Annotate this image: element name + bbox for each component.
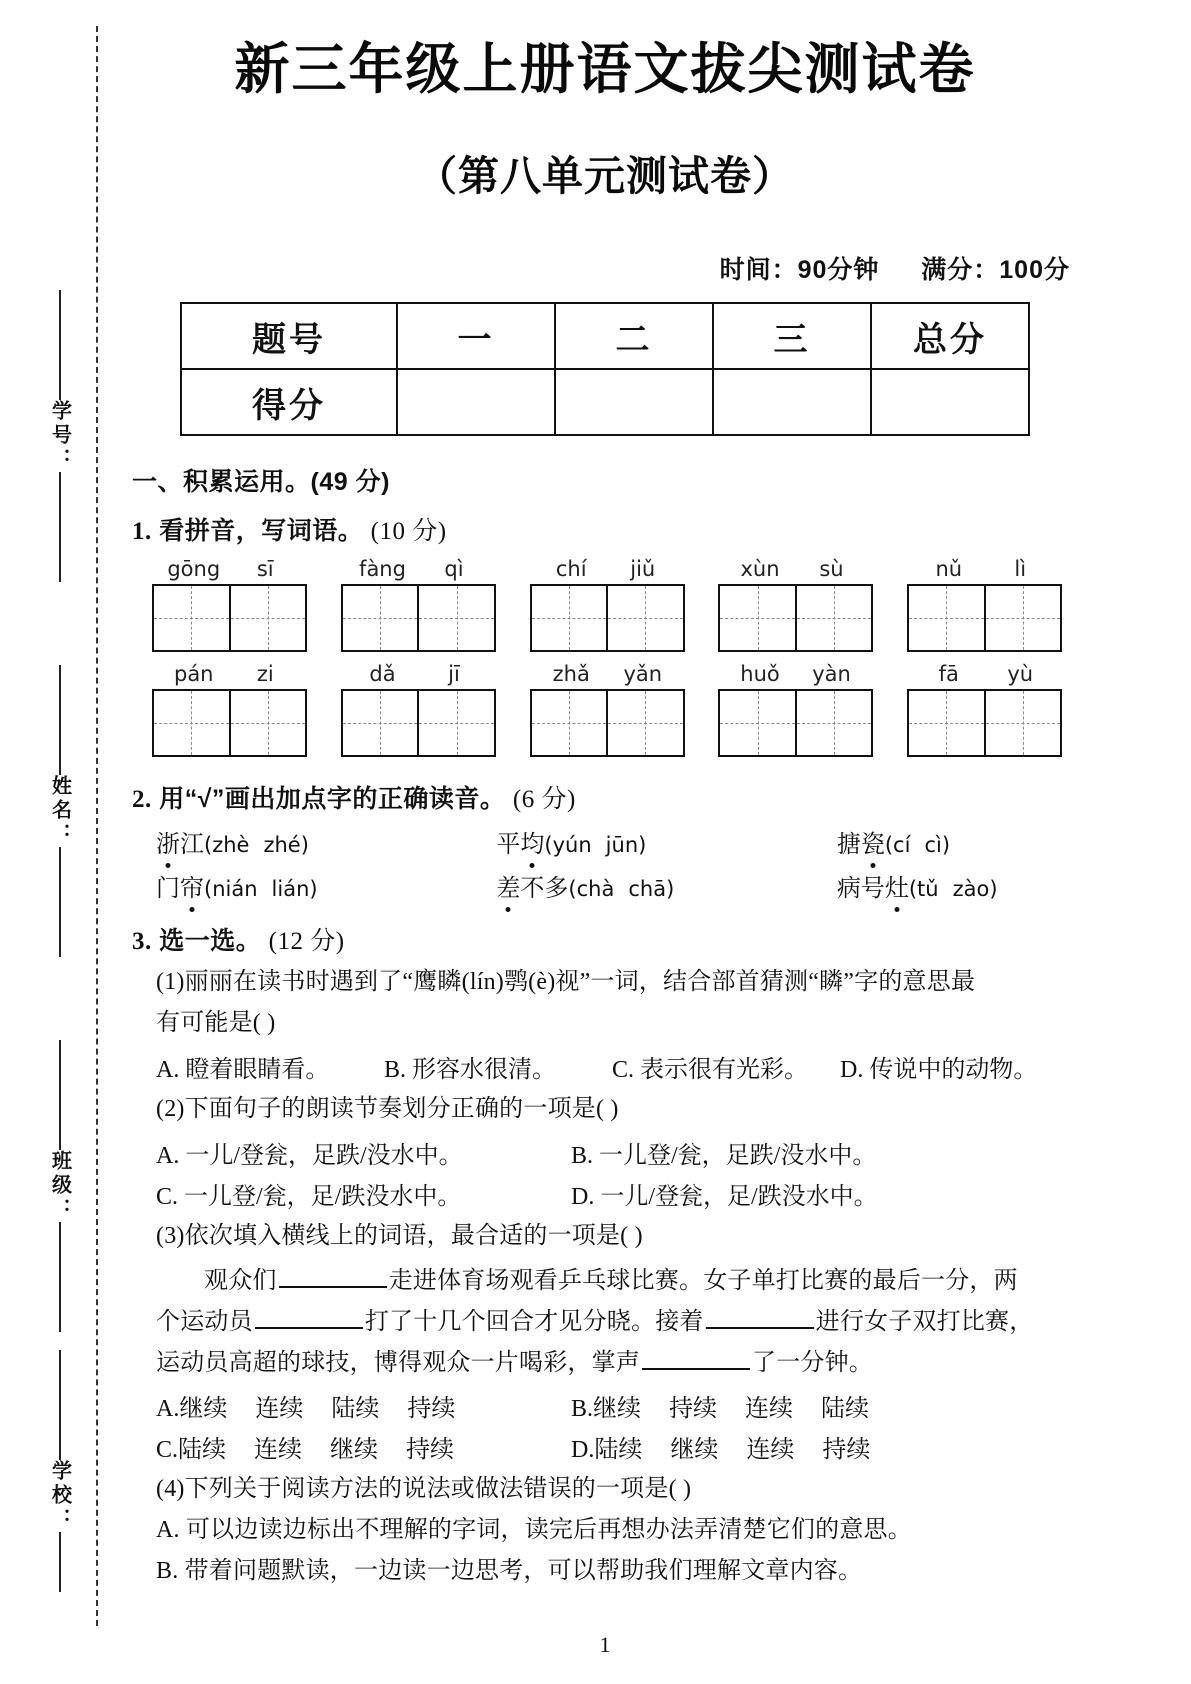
pinyin-option[interactable]: nián (212, 877, 258, 902)
question-3-2-options-row-1 (130, 1135, 1080, 1170)
pinyin-option[interactable]: zào (952, 877, 990, 902)
pinyin-option[interactable]: tǔ (917, 877, 939, 902)
tianzige-box[interactable] (718, 584, 873, 652)
sidebar-field-xuehao (30, 290, 90, 582)
tianzige-box[interactable] (152, 689, 307, 757)
pinyin-syllable: gōng (167, 557, 221, 582)
question-3-3-stem[interactable]: (3)依次填入横线上的词语，最合适的一项是( ) (156, 1222, 643, 1249)
question-1-number: 1. (132, 518, 152, 546)
question-3-4-stem[interactable]: (4)下列关于阅读方法的说法或做法错误的一项是( ) (156, 1476, 692, 1503)
tianzige-box[interactable] (718, 689, 873, 757)
score-input-cell[interactable] (555, 369, 713, 435)
option-word: 连续 (254, 1437, 303, 1464)
field-line-bottom (59, 472, 61, 582)
option-b[interactable]: B. 一儿登/瓮，足跌/没水中。 (571, 1142, 877, 1169)
passage-text: 个运动员 (156, 1308, 253, 1335)
dotted-char: 灶 (885, 868, 909, 903)
page-title: 新三年级上册语文拔尖测试卷 (234, 38, 976, 100)
dotted-char: 均 (520, 824, 544, 859)
option-letter: D. (571, 1437, 595, 1464)
pinyin-label (341, 557, 496, 581)
option-b[interactable] (571, 1388, 897, 1423)
tianzige-box[interactable] (907, 689, 1062, 757)
option-word: 继续 (330, 1437, 379, 1464)
option-word: 陆续 (821, 1396, 870, 1423)
pinyin-syllable: chí (555, 557, 587, 582)
option-word: 持续 (407, 1396, 456, 1423)
pinyin-option[interactable]: chā (628, 877, 667, 902)
option-word: 继续 (179, 1396, 228, 1423)
pinyin-syllable: huǒ (740, 662, 780, 687)
sidebar-field-xuexiao (30, 1350, 90, 1592)
passage-text: 运动员高超的球技，博得观众一片喝彩，掌声 (156, 1349, 640, 1376)
pinyin-label (907, 557, 1062, 581)
pinyin-syllable: nǔ (935, 557, 963, 582)
pinyin-syllable: jiǔ (630, 557, 656, 582)
exam-page (130, 0, 1080, 1684)
pinyin-options[interactable]: (zhè zhé) (204, 833, 309, 858)
question-3-title: 选一选。 (159, 927, 262, 956)
field-line-bottom (59, 1532, 61, 1592)
fill-blank[interactable] (279, 1286, 387, 1288)
pinyin-label (718, 557, 873, 581)
pinyin-word-cell (341, 662, 496, 757)
word-suffix: 江 (180, 832, 204, 859)
pinyin-syllable: yù (1007, 662, 1034, 687)
question-1-heading (132, 511, 1080, 547)
option-word: 陆续 (331, 1396, 380, 1423)
pinyin-grid-row-2 (130, 662, 1080, 757)
question-3-number: 3. (132, 928, 152, 956)
pinyin-options[interactable]: (tǔ zào) (908, 877, 998, 902)
field-line-bottom (59, 847, 61, 957)
pinyin-option[interactable]: cì (924, 833, 942, 858)
pinyin-option[interactable]: jūn (605, 833, 639, 858)
option-word: 连续 (255, 1396, 304, 1423)
pinyin-syllable: dǎ (369, 662, 396, 687)
tianzige-box[interactable] (907, 584, 1062, 652)
question-2-row-1 (130, 824, 1080, 859)
cut-dashed-line (96, 26, 98, 1626)
word-prefix: 平 (496, 832, 521, 859)
option-c[interactable] (156, 1429, 571, 1464)
word-prefix: 门 (156, 876, 180, 903)
pinyin-syllable: jī (448, 662, 460, 687)
question-3-heading (132, 921, 1080, 957)
option-c[interactable]: C. 表示很有光彩。 (612, 1057, 809, 1083)
question-3-4-option-b[interactable]: B. 带着问题默读，一边读一边思考，可以帮助我们理解文章内容。 (156, 1558, 863, 1585)
option-d[interactable] (571, 1429, 898, 1464)
page-subtitle: （第八单元测试卷） (416, 153, 794, 200)
pinyin-choice-item[interactable] (496, 824, 836, 859)
score-table (180, 302, 1030, 436)
pinyin-choice-item[interactable] (496, 868, 836, 903)
sidebar-field-label: 班级： (48, 1150, 71, 1222)
option-letter: C. (156, 1437, 179, 1464)
dotted-char: 瓷 (861, 824, 885, 859)
pinyin-option[interactable]: lián (271, 877, 310, 902)
pinyin-options[interactable]: (nián lián) (204, 877, 318, 902)
question-3-3-passage-line-1 (130, 1262, 1080, 1301)
total-points-label: 满分：100分 (921, 256, 1070, 285)
question-1-title: 看拼音，写词语。 (159, 517, 364, 546)
field-line-top (59, 290, 61, 400)
pinyin-syllable: zhǎ (552, 662, 590, 687)
fill-blank[interactable] (706, 1327, 814, 1329)
option-b[interactable]: B. 形容水很清。 (384, 1057, 557, 1083)
time-limit-label: 时间：90分钟 (719, 256, 880, 285)
score-table-header-cell: 一 (397, 303, 555, 369)
pinyin-label (152, 557, 307, 581)
pinyin-syllable: fā (938, 662, 959, 687)
option-word: 持续 (669, 1396, 718, 1423)
pinyin-word-cell (530, 557, 685, 652)
question-3-2-options-row-2 (130, 1176, 1080, 1211)
question-3-1-stem-line-1: (1)丽丽在读书时遇到了“鹰瞵(lín)鹗(è)视”一词，结合部首猜测“瞵”字的意思最 (156, 969, 976, 996)
pinyin-options[interactable]: (cí cì) (884, 833, 951, 858)
page-number: 1 (599, 1632, 611, 1657)
tianzige-box[interactable] (341, 689, 496, 757)
pinyin-syllable: lì (1014, 557, 1027, 582)
pinyin-grid-row-1 (130, 557, 1080, 652)
option-word: 陆续 (178, 1437, 227, 1464)
fill-blank[interactable] (642, 1368, 750, 1370)
sidebar-field-label: 姓名： (48, 775, 71, 847)
question-3-2-stem[interactable]: (2)下面句子的朗读节奏划分正确的一项是( ) (156, 1096, 619, 1122)
question-3-points: (12 分) (268, 928, 345, 956)
pinyin-choice-item[interactable] (837, 824, 1080, 859)
pinyin-syllable: xùn (740, 557, 780, 582)
question-2-heading (132, 779, 1080, 815)
question-2-points: (6 分) (512, 786, 576, 814)
question-2-number: 2. (132, 786, 152, 814)
score-table-header-cell: 题号 (181, 303, 397, 369)
table-row (181, 303, 1029, 369)
option-word: 连续 (746, 1437, 795, 1464)
option-letter: A. (156, 1396, 180, 1423)
option-word: 连续 (745, 1396, 794, 1423)
passage-text: 观众们 (204, 1267, 277, 1294)
sidebar-field-label: 学号： (48, 400, 71, 472)
score-input-cell[interactable] (871, 369, 1029, 435)
question-3-1-stem-line-2[interactable]: 有可能是( ) (156, 1010, 276, 1037)
pinyin-syllable: fàng (359, 557, 406, 582)
pinyin-label (718, 662, 873, 686)
pinyin-word-cell (530, 662, 685, 757)
pinyin-choice-item[interactable] (837, 868, 1080, 903)
option-word: 陆续 (594, 1437, 643, 1464)
field-line-bottom (59, 1222, 61, 1332)
sidebar-field-banji (30, 1040, 90, 1332)
question-3-3-passage-line-3 (130, 1344, 1080, 1383)
tianzige-box[interactable] (530, 584, 685, 652)
dotted-char: 差 (496, 868, 520, 903)
pinyin-options[interactable]: (chà chā) (568, 877, 675, 902)
option-letter: B. (571, 1396, 594, 1423)
exam-meta (130, 250, 1080, 286)
pinyin-label (530, 662, 685, 686)
score-input-cell[interactable] (397, 369, 555, 435)
pinyin-label (152, 662, 307, 686)
passage-text: 进行女子双打比赛， (815, 1308, 1034, 1335)
dotted-char: 帘 (180, 868, 204, 903)
table-row (181, 369, 1029, 435)
tianzige-box[interactable] (341, 584, 496, 652)
question-1-points: (10 分) (370, 518, 447, 546)
sidebar-field-label: 学校： (48, 1460, 71, 1532)
sidebar-field-xingming (30, 665, 90, 957)
pinyin-word-cell (907, 662, 1062, 757)
question-3-1-options (130, 1049, 1080, 1084)
score-table-header-cell: 总分 (871, 303, 1029, 369)
pinyin-choice-item[interactable] (156, 824, 496, 859)
pinyin-syllable: pán (173, 662, 214, 687)
question-3-3-options-row-1 (130, 1388, 1080, 1423)
pinyin-syllable: qì (444, 557, 464, 582)
passage-text: 了一分钟。 (752, 1349, 873, 1376)
pinyin-word-cell (907, 557, 1062, 652)
score-table-header-cell: 三 (713, 303, 871, 369)
score-input-cell[interactable] (713, 369, 871, 435)
option-d[interactable]: D. 传说中的动物。 (840, 1057, 1038, 1083)
option-word: 继续 (593, 1396, 642, 1423)
option-a[interactable]: A. 一儿/登瓮，足跌/没水中。 (156, 1142, 463, 1169)
score-table-header-cell: 二 (555, 303, 713, 369)
pinyin-choice-item[interactable] (156, 868, 496, 903)
option-c[interactable]: C. 一儿登/瓮，足/跌没水中。 (156, 1183, 462, 1210)
passage-text: 打了十几个回合才见分晓。接着 (364, 1308, 704, 1335)
question-3-3-passage-line-2 (130, 1303, 1080, 1342)
section-heading-one: 一、积累运用。(49 分) (132, 468, 390, 497)
option-word: 持续 (406, 1437, 455, 1464)
pinyin-options[interactable]: (yún jūn) (544, 833, 647, 858)
pinyin-option[interactable]: yún (552, 833, 592, 858)
option-d[interactable]: D. 一儿/登瓮，足/跌没水中。 (571, 1183, 878, 1210)
pinyin-word-cell (718, 557, 873, 652)
pinyin-word-cell (718, 662, 873, 757)
tianzige-box[interactable] (152, 584, 307, 652)
pinyin-option[interactable]: chà (576, 877, 615, 902)
student-info-sidebar (30, 120, 90, 1560)
pinyin-word-cell (152, 662, 307, 757)
field-line-top (59, 1040, 61, 1150)
field-line-top (59, 665, 61, 775)
word-prefix: 搪 (836, 832, 861, 859)
option-word: 继续 (670, 1437, 719, 1464)
pinyin-syllable: yǎn (623, 662, 663, 687)
pinyin-label (907, 662, 1062, 686)
word-suffix: 不多 (520, 876, 569, 903)
question-3-4-option-a[interactable]: A. 可以边读边标出不理解的字词，读完后再想办法弄清楚它们的意思。 (156, 1517, 912, 1544)
pinyin-label (341, 662, 496, 686)
tianzige-box[interactable] (530, 689, 685, 757)
pinyin-syllable: zi (256, 662, 274, 687)
field-line-top (59, 1350, 61, 1460)
pinyin-word-cell (152, 557, 307, 652)
pinyin-syllable: sī (256, 557, 274, 582)
word-prefix: 病号 (836, 876, 885, 903)
pinyin-option[interactable]: zhé (263, 833, 301, 858)
pinyin-syllable: sù (819, 557, 844, 582)
pinyin-option[interactable]: cí (893, 833, 911, 858)
question-3-3-options-row-2 (130, 1429, 1080, 1464)
option-a[interactable] (156, 1388, 571, 1423)
pinyin-word-cell (341, 557, 496, 652)
dotted-char: 浙 (156, 824, 180, 859)
pinyin-label (530, 557, 685, 581)
passage-text: 走进体育场观看乒乓球比赛。女子单打比赛的最后一分，两 (388, 1267, 1018, 1294)
option-a[interactable]: A. 瞪着眼睛看。 (156, 1057, 330, 1083)
fill-blank[interactable] (255, 1327, 363, 1329)
question-2-row-2 (130, 868, 1080, 903)
pinyin-syllable: yàn (812, 662, 851, 687)
score-table-label-cell: 得分 (181, 369, 397, 435)
question-2-title: 用“√”画出加点字的正确读音。 (159, 785, 506, 814)
option-word: 持续 (822, 1437, 871, 1464)
pinyin-option[interactable]: zhè (212, 833, 250, 858)
